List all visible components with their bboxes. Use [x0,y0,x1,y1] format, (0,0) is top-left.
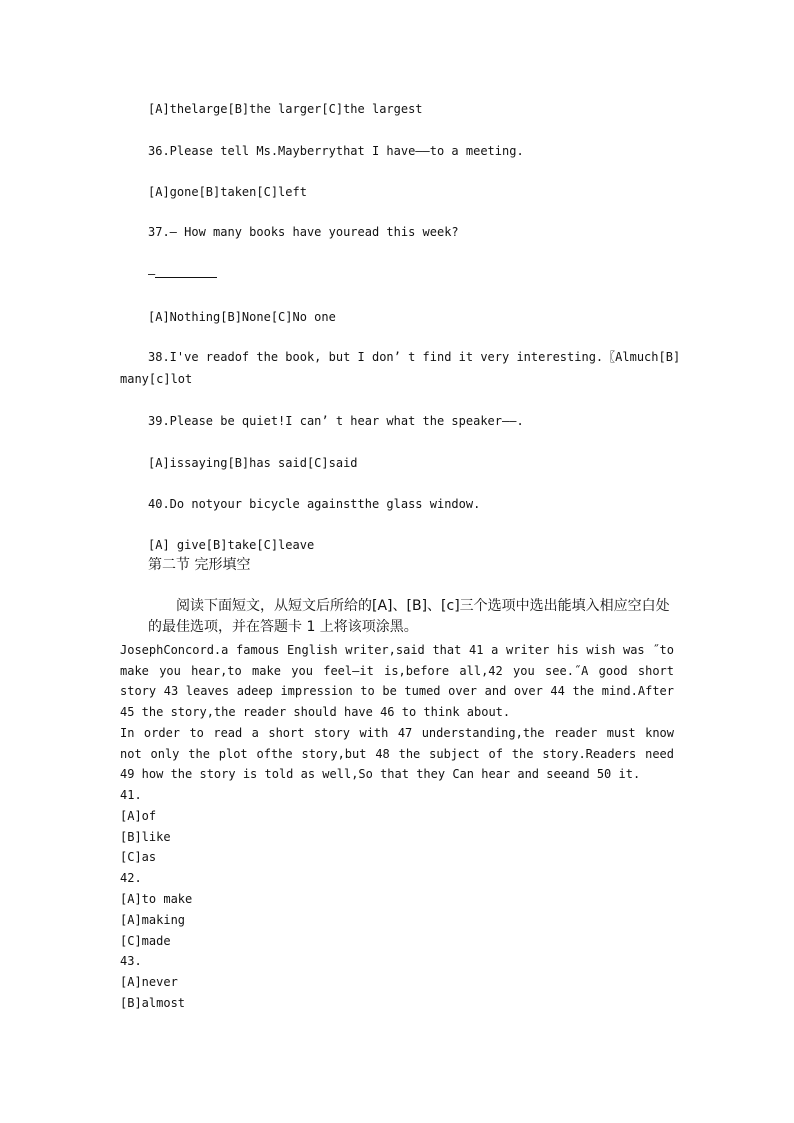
item-41-number: 41. [120,788,142,802]
q37-options: [A]Nothing[B]None[C]No one [148,310,336,324]
item-41-option: [A]of [120,809,157,823]
section-title: 第二节 完形填空 [148,557,251,573]
item-41-option: [C]as [120,850,157,864]
item-43-option: [B]almost [120,996,186,1010]
answer-blank [155,265,217,278]
q40-options: [A] give[B]take[C]leave [148,538,315,552]
q36-options: [A]gone[B]taken[C]left [148,185,307,199]
q39-stem: 39.Please be quiet!I can’ t hear what the speaker——. [148,414,524,428]
item-42-option: [C]made [120,934,171,948]
item-41-option: [B]like [120,830,171,844]
q36-stem: 36.Please tell Ms.Mayberrythat I have——to a meeting. [148,144,524,158]
q37-answer-line [148,265,217,283]
item-43-option: [A]never [120,975,178,989]
passage-paragraph-2: In order to read a short story with 47 understanding,the reader must know not only the plot ofthe story,but 48 the subject of the story.Readers need 49 how the story is told as well,So that they Can hear and seeand 50 it. [120,726,674,782]
item-42-number: 42. [120,871,142,885]
q38-stem-continued: many[c]lot [120,372,193,386]
q39-options: [A]issaying[B]has said[C]said [148,456,358,470]
q37-answer-prefix: — [148,267,156,281]
q37-stem: 37.— How many books have youread this week? [148,225,459,239]
item-43-number: 43. [120,954,142,968]
q40-stem: 40.Do notyour bicycle againstthe glass window. [148,497,481,511]
section-instructions: 阅读下面短文，从短文后所给的[A]、[B]、[c]三个选项中选出能填入相应空白处的最佳选项，并在答题卡 1 上将该项涂黑。 [148,598,670,635]
item-42-option: [A]to make [120,892,193,906]
q38-stem: 38.I've readof the book, but I don’ t find it very interesting.〖Almuch[B] [148,350,681,364]
q35-options: [A]thelarge[B]the larger[C]the largest [148,102,423,116]
passage-paragraph-1: JosephConcord.a famous English writer,said that 41 a writer his wish was ˝to make you hear,to make you feel—it is,before all,42 you see.˝A good short story 43 leaves adeep impression to be tumed over and over 44 the mind.After 45 the story,the reader should have 46 to think about. [120,643,674,720]
item-42-option: [A]making [120,913,186,927]
